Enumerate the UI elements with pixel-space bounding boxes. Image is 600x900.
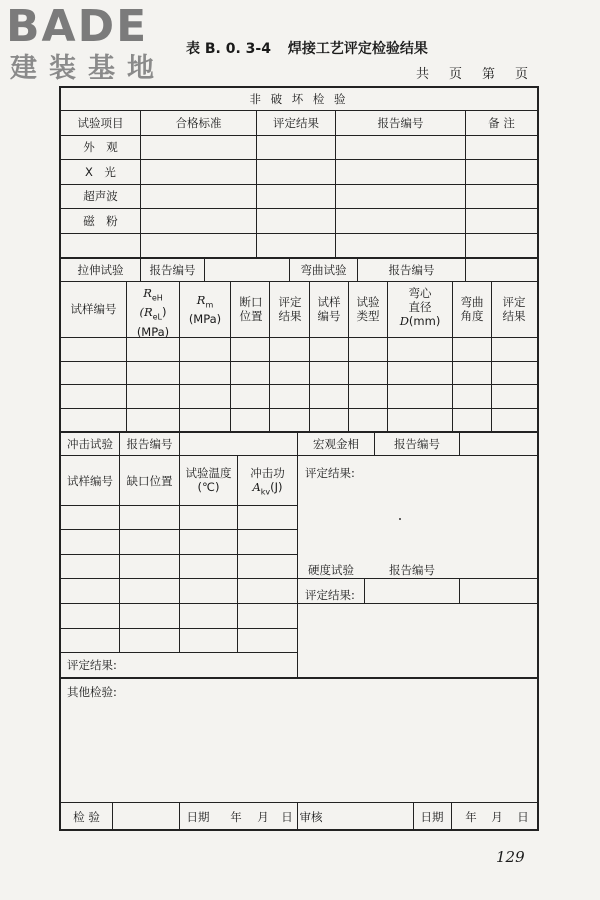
impact-test-label: 冲击试验 (67, 437, 113, 451)
reh-symbol: R (143, 286, 152, 300)
inspection-form (59, 86, 539, 831)
impact-energy-unit: (J) (270, 480, 283, 494)
bend-test-label: 弯曲试验 (300, 263, 347, 277)
pager-number: 第 (481, 67, 497, 82)
rm-subscript: m (205, 300, 214, 310)
table-title: 焊接工艺评定检验结果 (287, 41, 428, 57)
impact-col-energy (238, 466, 297, 499)
hardness-report-label: 报告编号 (389, 563, 435, 577)
bend-report-label: 报告编号 (388, 263, 435, 277)
ndt-col-report: 报告编号 (377, 116, 424, 130)
tensile-col-specimen: 试样编号 (70, 302, 117, 316)
rel-close: ) (162, 305, 167, 320)
rel-subscript: eL (152, 312, 163, 322)
scan-dot (399, 518, 401, 520)
mandrel-label: 弯心直径 (408, 286, 432, 314)
ndt-col-remark: 备 注 (488, 116, 515, 130)
bend-col-eval: 评定结果 (502, 295, 526, 323)
table-number: 表 B. 0. 3-4 (186, 41, 271, 57)
footer-date2-day: 日 (517, 810, 529, 824)
footer-date2-year: 年 (465, 810, 477, 824)
mandrel-unit: (mm) (408, 314, 441, 328)
tensile-col-reh (127, 286, 179, 339)
footer-date2-month: 月 (491, 810, 503, 824)
ndt-row-visual: 外 观 (83, 140, 118, 154)
ndt-col-standard: 合格标准 (175, 116, 222, 130)
pager-page: 页 (514, 67, 530, 82)
tensile-col-rm (180, 293, 230, 326)
tensile-col-break: 断口位置 (239, 295, 263, 323)
ndt-col-item: 试验项目 (77, 116, 124, 130)
footer-date1-year: 年 (230, 810, 242, 824)
pager (398, 63, 530, 82)
impact-report-label: 报告编号 (126, 437, 173, 451)
hardness-eval-label: 评定结果: (305, 588, 355, 602)
impact-eval-label: 评定结果: (67, 658, 117, 672)
rm-symbol: R (196, 293, 206, 307)
pager-pages: 页 (448, 67, 464, 82)
macro-eval-label: 评定结果: (305, 466, 355, 480)
footer-date1-label: 日期 (186, 810, 210, 824)
ndt-row-xray: X 光 (85, 165, 116, 179)
footer-review-label: 审核 (299, 810, 323, 824)
page-number: 129 (496, 848, 525, 866)
impact-temp-label: 试验温度 (185, 466, 232, 480)
tensile-report-label: 报告编号 (149, 263, 196, 277)
bend-col-specimen: 试样编号 (317, 295, 341, 323)
macro-label: 宏观金相 (313, 437, 359, 451)
logo-subtitle: 建装基地 (10, 53, 166, 84)
ndt-row-ultrasonic: 超声波 (83, 189, 118, 203)
footer-date2-label: 日期 (420, 810, 444, 824)
bade-logo (6, 2, 176, 92)
bend-col-angle: 弯曲角度 (460, 295, 484, 323)
ndt-row-magnetic: 磁 粉 (83, 214, 118, 228)
rel-open: (R (139, 305, 153, 320)
impact-col-temp (180, 466, 237, 494)
rm-unit: (MPa) (188, 312, 222, 327)
ndt-col-result: 评定结果 (273, 116, 319, 130)
footer-date1-month: 月 (257, 810, 269, 824)
bend-col-type: 试验类型 (356, 295, 380, 323)
impact-energy-sub: kv (260, 487, 271, 497)
impact-col-notch: 缺口位置 (126, 474, 173, 488)
macro-report-label: 报告编号 (394, 437, 440, 451)
mandrel-d: D (399, 314, 409, 328)
reh-unit: (MPa) (136, 324, 170, 339)
impact-energy-a: A (252, 480, 261, 494)
reh-subscript: eH (151, 293, 163, 303)
hardness-label: 硬度试验 (308, 563, 354, 577)
tensile-col-eval: 评定结果 (278, 295, 302, 323)
footer-inspect-label: 检 验 (73, 810, 100, 824)
impact-temp-unit: (℃) (197, 480, 220, 494)
footer-date1-day: 日 (281, 810, 293, 824)
impact-col-specimen: 试样编号 (67, 474, 113, 488)
pager-total: 共 (415, 67, 431, 82)
other-inspection-label: 其他检验: (67, 685, 117, 699)
impact-energy-label: 冲击功 (250, 466, 285, 480)
tensile-test-label: 拉伸试验 (77, 263, 124, 277)
page-title (186, 38, 428, 58)
ndt-section-title: 非 破 坏 检 验 (249, 92, 349, 106)
bend-col-mandrel (388, 286, 452, 328)
logo-word: BADE (6, 1, 149, 52)
